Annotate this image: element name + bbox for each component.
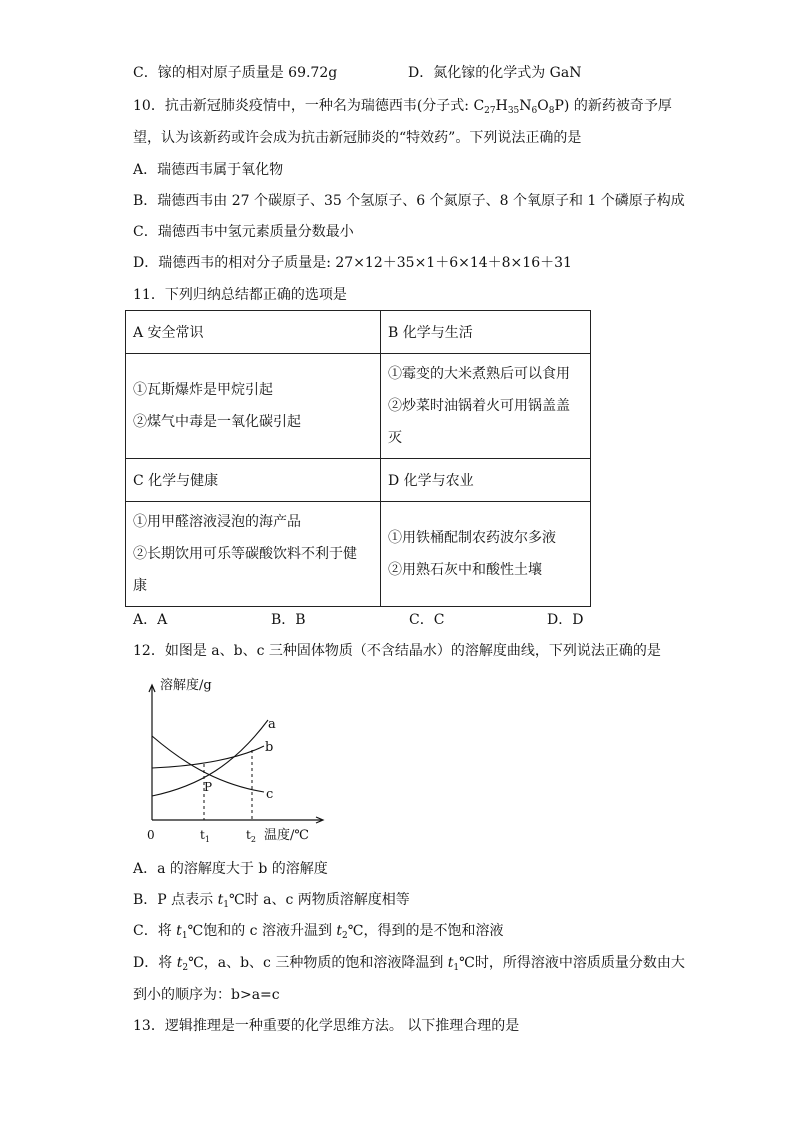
q10-stem-part2: 的新药被奇予厚 bbox=[569, 98, 672, 114]
q12-d-part3: ℃时，所得溶液中溶质质量分数由大 bbox=[459, 955, 685, 971]
q12-option-b bbox=[133, 890, 410, 910]
q12-d-t1-sub: 1 bbox=[453, 963, 460, 973]
q12-stem: 12．如图是 a、b、c 三种固体物质（不含结晶水）的溶解度曲线，下列说法正确的是 bbox=[133, 643, 661, 659]
curve-b-label: b bbox=[265, 740, 274, 755]
t1-label bbox=[200, 828, 210, 844]
q12-c-part2: ℃饱和的 c 溶液升温到 bbox=[187, 923, 337, 939]
curve-c-label: c bbox=[266, 787, 274, 802]
x-axis-label: 温度/℃ bbox=[264, 828, 309, 843]
q10-stem-line1 bbox=[133, 96, 672, 116]
t2-label bbox=[246, 828, 256, 844]
t1-label-sub: 1 bbox=[204, 835, 210, 844]
t2-label-sub: 2 bbox=[250, 835, 256, 844]
cell-d-body bbox=[381, 502, 591, 607]
q10-option-b: B．瑞德西韦由 27 个碳原子、35 个氢原子、6 个氮原子、8 个氧原子和 1 个磷原子构成 bbox=[133, 193, 685, 209]
q12-b-t1-sub: 1 bbox=[223, 900, 229, 910]
q12-c-t1: t bbox=[176, 923, 182, 939]
q12-option-d bbox=[133, 953, 685, 973]
cell-a-head: A 安全常识 bbox=[126, 311, 381, 354]
q10-option-c: C．瑞德西韦中氢元素质量分数最小 bbox=[133, 224, 354, 240]
q11-answer-a: A．A bbox=[133, 612, 168, 628]
cell-c-line: 康 bbox=[133, 578, 147, 594]
q11-options-table bbox=[125, 310, 591, 607]
q12-c-part3: ℃，得到的是不饱和溶液 bbox=[347, 923, 504, 939]
q12-d-t1: t bbox=[447, 955, 454, 971]
t2-label-t: t bbox=[246, 828, 251, 842]
q12-option-d-line2: 到小的顺序为：b>a=c bbox=[133, 987, 280, 1003]
q11-answer-b: B．B bbox=[271, 612, 306, 628]
q12-d-t2: t bbox=[176, 955, 183, 971]
formula-el-n: N bbox=[519, 98, 532, 114]
cell-a-line: ②煤气中毒是一氧化碳引起 bbox=[133, 414, 301, 430]
cell-c-head: C 化学与健康 bbox=[126, 459, 381, 502]
q13-stem: 13．逻辑推理是一种重要的化学思维方法。 以下推理合理的是 bbox=[133, 1018, 520, 1034]
q9-option-c: C．镓的相对原子质量是 69.72g bbox=[133, 65, 338, 81]
point-p-label: P bbox=[204, 780, 213, 794]
cell-c-line: ①用甲醛溶液浸泡的海产品 bbox=[133, 514, 301, 530]
cell-b-line: ②炒菜时油锅着火可用锅盖盖 bbox=[388, 398, 570, 414]
q12-d-part: D．将 bbox=[133, 955, 177, 971]
q12-option-c bbox=[133, 921, 503, 941]
solubility-graph bbox=[140, 672, 340, 847]
cell-b-line: 灭 bbox=[388, 430, 402, 446]
cell-a-line: ①瓦斯爆炸是甲烷引起 bbox=[133, 382, 273, 398]
cell-d-line: ①用铁桶配制农药波尔多液 bbox=[388, 530, 556, 546]
formula-sub-c: 27 bbox=[484, 106, 496, 116]
cell-b-body bbox=[381, 354, 591, 459]
q11-stem: 11．下列归纳总结都正确的选项是 bbox=[133, 287, 347, 303]
q9-option-d: D．氮化镓的化学式为 GaN bbox=[408, 65, 582, 81]
t1-label-t: t bbox=[200, 828, 205, 842]
cell-d-head: D 化学与农业 bbox=[381, 459, 591, 502]
q12-c-t2-sub: 2 bbox=[342, 931, 348, 941]
formula-el-o: O bbox=[537, 98, 549, 114]
formula-sub-n: 6 bbox=[531, 106, 538, 116]
cell-a-body bbox=[126, 354, 381, 459]
formula-sub-o: 8 bbox=[548, 106, 555, 116]
cell-d-line: ②用熟石灰中和酸性土壤 bbox=[388, 562, 542, 578]
y-axis-label: 溶解度/g bbox=[160, 678, 212, 693]
curve-a-label: a bbox=[268, 717, 276, 732]
cell-b-head: B 化学与生活 bbox=[381, 311, 591, 354]
q12-b-t1: t bbox=[217, 892, 224, 908]
q10-option-a: A．瑞德西韦属于氧化物 bbox=[133, 162, 284, 178]
q10-stem-part: 10．抗击新冠肺炎疫情中，一种名为瑞德西韦(分子式: C bbox=[133, 98, 485, 114]
q12-c-t2: t bbox=[336, 923, 343, 939]
q10-stem-line2: 望，认为该新药或许会成为抗击新冠肺炎的“特效药”。下列说法正确的是 bbox=[133, 130, 582, 146]
q12-d-t2-sub: 2 bbox=[182, 963, 189, 973]
formula-el-h: H bbox=[495, 98, 508, 114]
formula-el-p: P) bbox=[554, 98, 570, 114]
q12-b-part: B．P 点表示 bbox=[133, 892, 218, 908]
q10-option-d: D．瑞德西韦的相对分子质量是: 27×12＋35×1＋6×14＋8×16＋31 bbox=[133, 255, 572, 271]
q12-option-a: A．a 的溶解度大于 b 的溶解度 bbox=[133, 861, 328, 877]
cell-c-line: ②长期饮用可乐等碳酸饮料不利于健 bbox=[133, 546, 357, 562]
origin-label: 0 bbox=[147, 828, 155, 842]
q12-c-part: C．将 bbox=[133, 923, 177, 939]
q12-c-t1-sub: 1 bbox=[181, 931, 188, 941]
formula-sub-h: 35 bbox=[507, 106, 520, 116]
q12-b-part2: ℃时 a、c 两物质溶解度相等 bbox=[228, 892, 410, 908]
q11-answer-d: D．D bbox=[547, 612, 584, 628]
q11-answer-c: C．C bbox=[409, 612, 445, 628]
q12-d-part2: ℃，a、b、c 三种物质的饱和溶液降温到 bbox=[188, 955, 448, 971]
cell-c-body bbox=[126, 502, 381, 607]
cell-b-line: ①霉变的大米煮熟后可以食用 bbox=[388, 366, 570, 382]
